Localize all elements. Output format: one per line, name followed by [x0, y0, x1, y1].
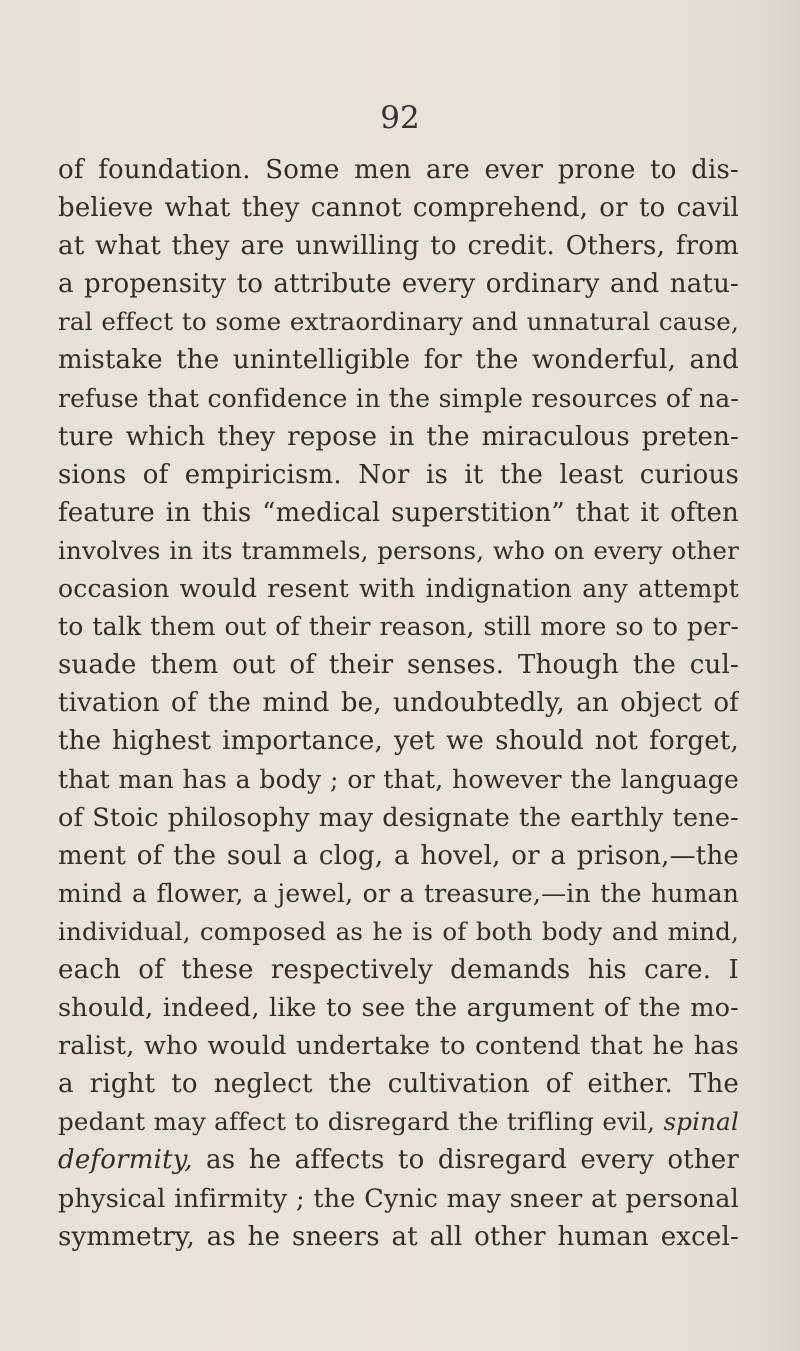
- text-line: suade them out of their senses. Though the cul-: [58, 650, 739, 681]
- text-line: believe what they cannot comprehend, or to cavil: [58, 193, 739, 224]
- text-line: occasion would resent with indignation any attempt: [58, 574, 739, 604]
- text-line: of Stoic philosophy may designate the earthly tene-: [58, 802, 739, 833]
- text-line: [58, 1141, 739, 1179]
- text-line: refuse that confidence in the simple resources of na-: [58, 383, 739, 413]
- text-line: the highest importance, yet we should not forget,: [58, 726, 739, 757]
- text-line: tivation of the mind be, undoubtedly, an object of: [58, 688, 739, 719]
- text-line: that man has a body ; or that, however the language: [58, 764, 739, 794]
- body-text: [58, 151, 739, 1256]
- text-line: at what they are unwilling to credit. Others, from: [58, 231, 739, 262]
- text-line: to talk them out of their reason, still more so to per-: [58, 612, 739, 642]
- page-number: 92: [380, 100, 420, 136]
- text-line: mind a flower, a jewel, or a treasure,—in the human: [58, 878, 739, 908]
- text-line: symmetry, as he sneers at all other human excel-: [58, 1221, 739, 1252]
- text-run: as he affects to disregard every other: [192, 1145, 739, 1176]
- text-run: pedant may affect to disregard the trifling evil,: [58, 1107, 664, 1137]
- text-line: individual, composed as he is of both body and mind,: [58, 916, 739, 946]
- text-line: of foundation. Some men are ever prone to dis-: [58, 155, 739, 185]
- text-line: [58, 1103, 739, 1141]
- text-line: a right to neglect the cultivation of either. The: [58, 1069, 739, 1100]
- text-line: should, indeed, like to see the argument of the mo-: [58, 993, 739, 1024]
- italic-text: deformity,: [58, 1145, 193, 1176]
- text-line: involves in its trammels, persons, who on every other: [58, 535, 739, 565]
- text-line: ral effect to some extraordinary and unnatural cause,: [58, 307, 739, 337]
- text-line: ment of the soul a clog, a hovel, or a prison,—the: [58, 840, 739, 871]
- text-line: mistake the unintelligible for the wonderful, and: [58, 345, 739, 376]
- text-line: ralist, who would undertake to contend that he has: [58, 1031, 739, 1062]
- italic-text: spinal: [663, 1107, 739, 1137]
- text-line: each of these respectively demands his care. I: [58, 954, 739, 985]
- text-line: physical infirmity ; the Cynic may sneer at personal: [58, 1183, 739, 1214]
- text-line: a propensity to attribute every ordinary and natu-: [58, 269, 739, 300]
- text-line: ture which they repose in the miraculous preten-: [58, 421, 739, 452]
- text-line: sions of empiricism. Nor is it the least curious: [58, 459, 739, 490]
- text-line: feature in this “medical superstition” that it often: [58, 497, 739, 528]
